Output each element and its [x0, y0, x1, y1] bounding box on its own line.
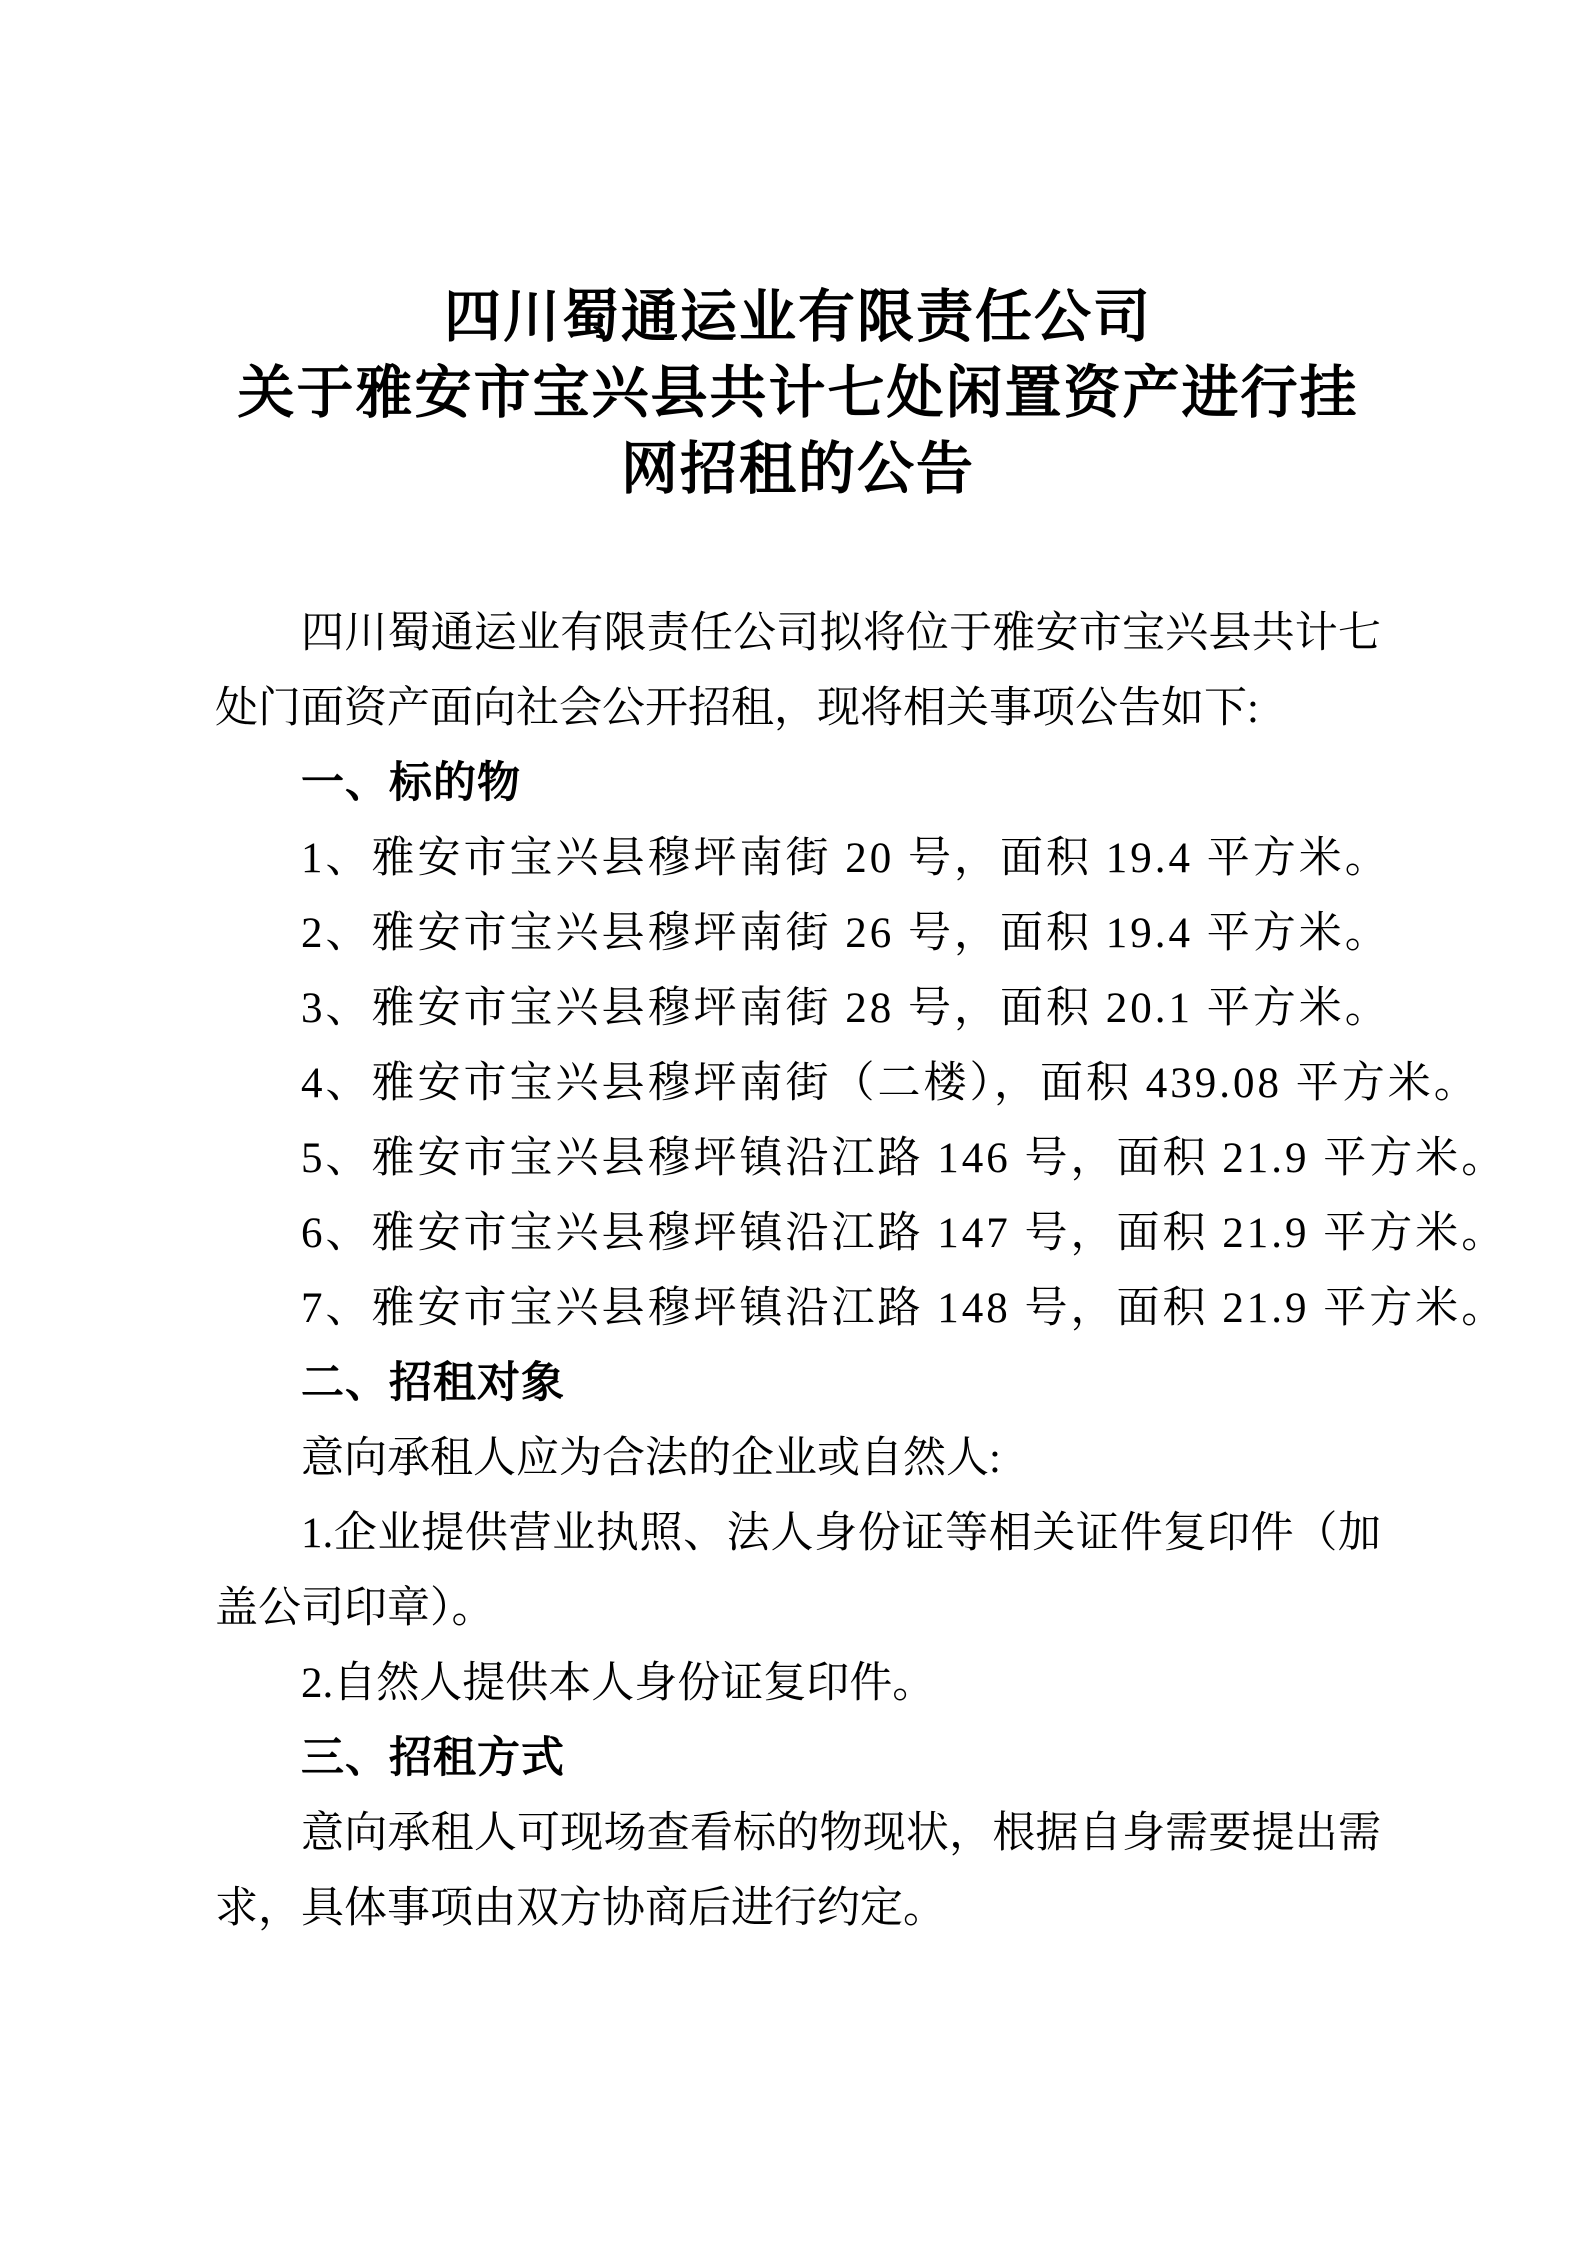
asset-list-item-4: 4、雅安市宝兴县穆坪南街（二楼），面积 439.08 平方米。 — [301, 1060, 1480, 1107]
section-3-paragraph: 意向承租人可现场查看标的物现状，根据自身需要提出需求，具体事项由双方协商后进行约定。 — [215, 1810, 1381, 1932]
asset-list-item-5: 5、雅安市宝兴县穆坪镇沿江路 146 号，面积 21.9 平方米。 — [301, 1135, 1508, 1182]
doc-title-line-3: 网招租的公告 — [621, 438, 975, 501]
document-body — [215, 596, 1508, 1946]
doc-title-line-2: 关于雅安市宝兴县共计七处闲置资产进行挂 — [237, 362, 1359, 425]
section-2-item-2: 2.自然人提供本人身份证复印件。 — [301, 1660, 936, 1707]
asset-list-item-3: 3、雅安市宝兴县穆坪南街 28 号，面积 20.1 平方米。 — [301, 985, 1391, 1032]
doc-title — [215, 280, 1381, 508]
asset-list-item-2: 2、雅安市宝兴县穆坪南街 26 号，面积 19.4 平方米。 — [301, 910, 1391, 957]
section-2-item-1: 1.企业提供营业执照、法人身份证等相关证件复印件（加盖公司印章）。 — [215, 1510, 1381, 1632]
section-3-heading: 三、招租方式 — [301, 1734, 565, 1782]
asset-list-item-7: 7、雅安市宝兴县穆坪镇沿江路 148 号，面积 21.9 平方米。 — [301, 1285, 1508, 1332]
section-1-heading: 一、标的物 — [301, 759, 521, 807]
doc-title-line-1: 四川蜀通运业有限责任公司 — [444, 286, 1152, 349]
asset-list-item-1: 1、雅安市宝兴县穆坪南街 20 号，面积 19.4 平方米。 — [301, 835, 1391, 882]
section-2-intro: 意向承租人应为合法的企业或自然人: — [301, 1435, 1001, 1482]
intro-paragraph: 四川蜀通运业有限责任公司拟将位于雅安市宝兴县共计七处门面资产面向社会公开招租，现将相关事项公告如下: — [215, 610, 1381, 732]
asset-list-item-6: 6、雅安市宝兴县穆坪镇沿江路 147 号，面积 21.9 平方米。 — [301, 1210, 1508, 1257]
section-2-heading: 二、招租对象 — [301, 1359, 565, 1407]
